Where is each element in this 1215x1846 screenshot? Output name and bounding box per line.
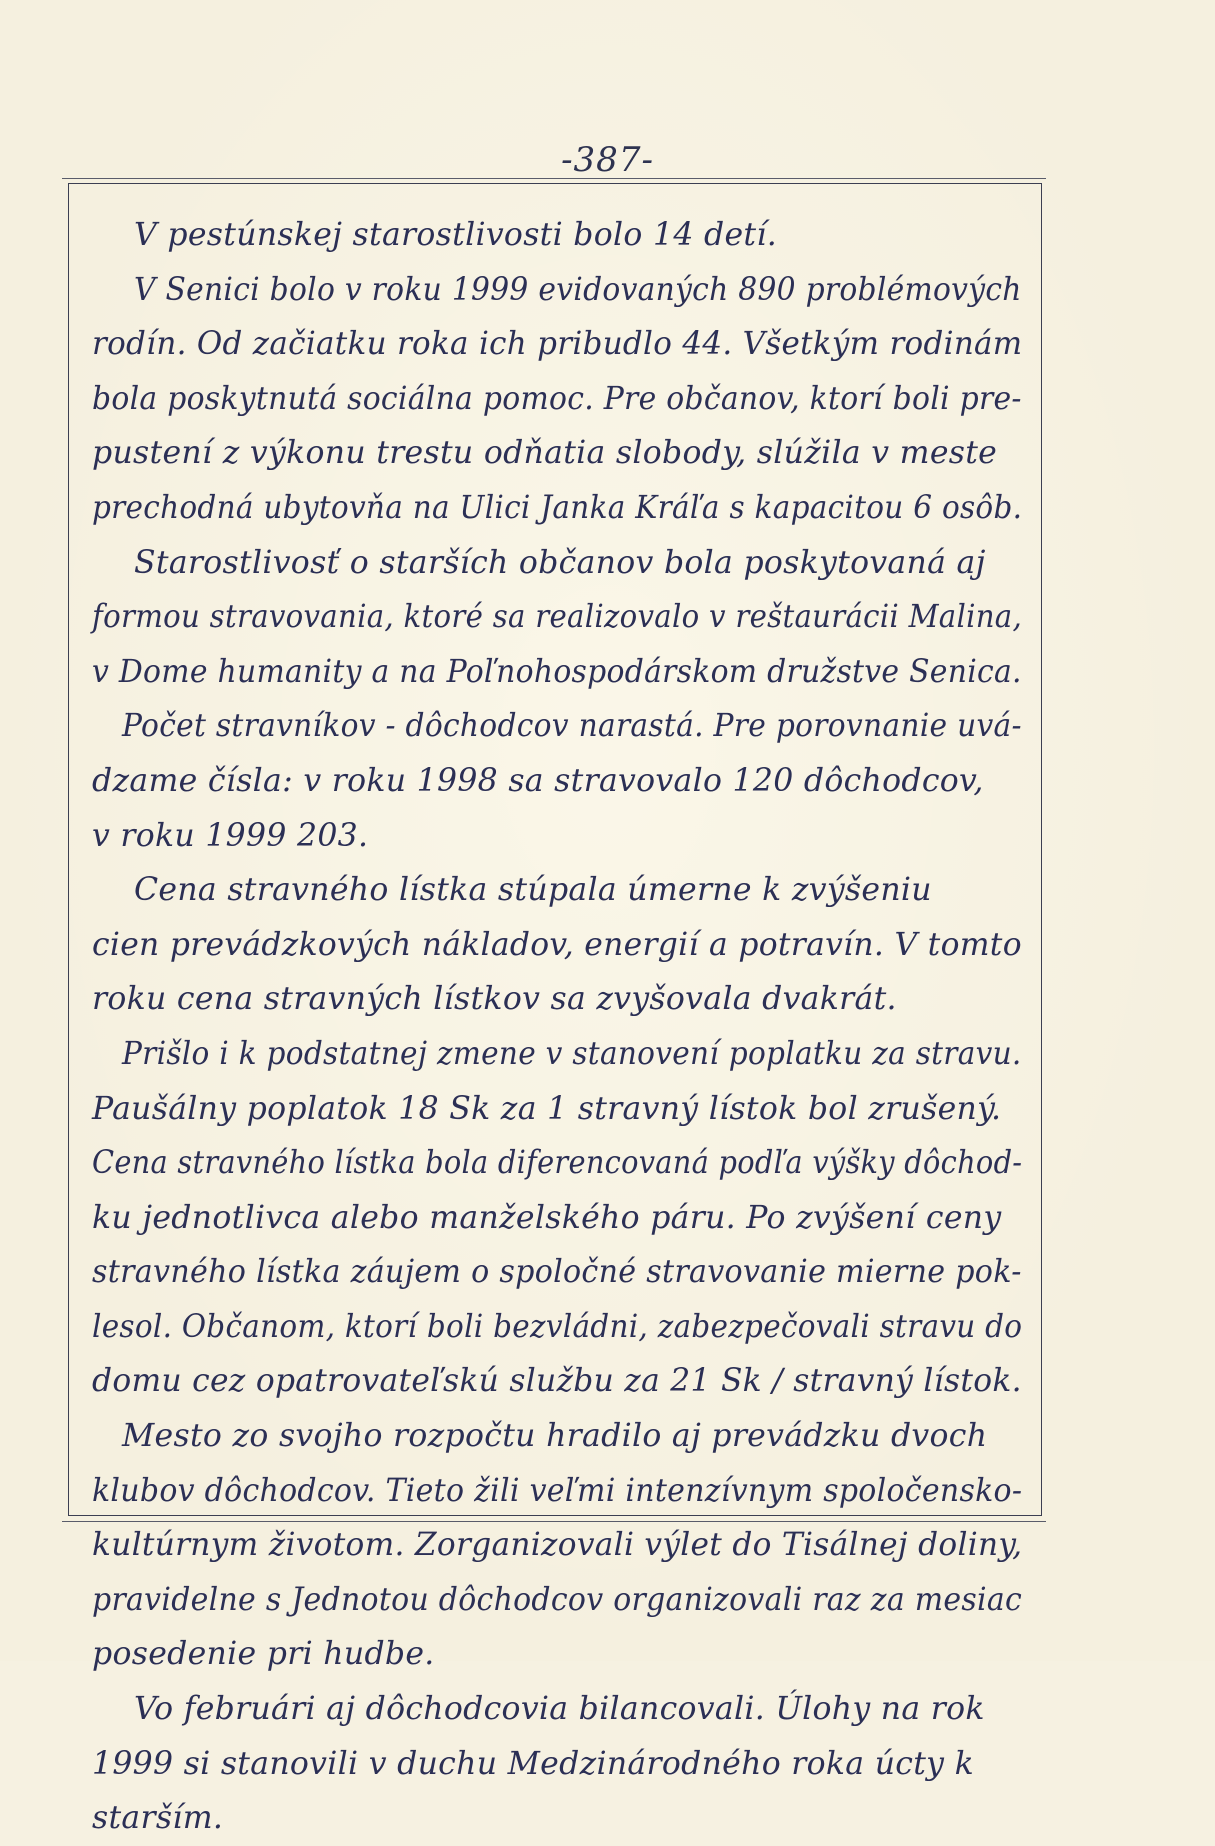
- text-line: domu cez opatrovateľskú službu za 21 Sk / stravný lístok.: [92, 1363, 1022, 1400]
- page-number: -387-: [561, 140, 654, 180]
- text-line: 1999 si stanovili v duchu Medzinárodného roka úcty k: [92, 1745, 974, 1782]
- text-line: Mesto zo svojho rozpočtu hradilo aj prevádzku dvoch: [122, 1418, 988, 1455]
- text-line: bola poskytnutá sociálna pomoc. Pre občanov, ktorí boli pre-: [92, 380, 1022, 417]
- text-line: kultúrnym životom. Zorganizovali výlet do Tisálnej doliny,: [92, 1527, 1023, 1564]
- text-line: dzame čísla: v roku 1998 sa stravovalo 120 dôchodcov,: [92, 762, 984, 799]
- text-line: stravného lístka záujem o spoločné stravovanie mierne pok-: [92, 1254, 1022, 1291]
- text-line: V Senici bolo v roku 1999 evidovaných 890 problémových: [134, 271, 1022, 308]
- text-line: prechodná ubytovňa na Ulici Janka Kráľa s kapacitou 6 osôb.: [92, 489, 1023, 526]
- text-line: Cena stravného lístka stúpala úmerne k zvýšeniu: [134, 872, 932, 909]
- text-line: Paušálny poplatok 18 Sk za 1 stravný lístok bol zrušený.: [92, 1090, 1002, 1127]
- text-line: Vo februári aj dôchodcovia bilancovali. Úlohy na rok: [134, 1691, 985, 1728]
- text-line: roku cena stravných lístkov sa zvyšovala dvakrát.: [92, 981, 897, 1018]
- text-line: klubov dôchodcov. Tieto žili veľmi intenzívnym spoločensko-: [92, 1472, 1023, 1509]
- handwritten-text: [92, 208, 1022, 1846]
- text-line: pravidelne s Jednotou dôchodcov organizovali raz za mesiac: [92, 1581, 1023, 1618]
- text-line: ku jednotlivca alebo manželského páru. Po zvýšení ceny: [92, 1199, 1002, 1236]
- text-line: pustení z výkonu trestu odňatia slobody, slúžila v meste: [92, 435, 998, 472]
- text-line: Prišlo i k podstatnej zmene v stanovení poplatku za stravu.: [122, 1035, 1022, 1072]
- text-line: Počet stravníkov - dôchodcov narastá. Pre porovnanie uvá-: [122, 708, 1022, 745]
- text-line: lesol. Občanom, ktorí boli bezvládni, zabezpečovali stravu do: [92, 1308, 1023, 1345]
- text-line: cien prevádzkových nákladov, energií a potravín. V tomto: [92, 926, 1022, 963]
- text-line: Cena stravného lístka bola diferencovaná podľa výšky dôchod-: [92, 1145, 1023, 1182]
- text-line: V pestúnskej starostlivosti bolo 14 detí.: [134, 217, 778, 253]
- text-line: starším.: [92, 1800, 224, 1837]
- text-line: v Dome humanity a na Poľnohospodárskom družstve Senica.: [92, 653, 1022, 690]
- text-line: rodín. Od začiatku roka ich pribudlo 44. Všetkým rodinám: [92, 326, 1023, 363]
- text-line: Starostlivosť o starších občanov bola poskytovaná aj: [134, 544, 986, 581]
- text-line: v roku 1999 203.: [92, 817, 369, 854]
- text-line: formou stravovania, ktoré sa realizovalo v reštaurácii Malina,: [92, 599, 1023, 636]
- frame-top-rule: [62, 178, 1046, 179]
- text-line: posedenie pri hudbe.: [92, 1636, 435, 1673]
